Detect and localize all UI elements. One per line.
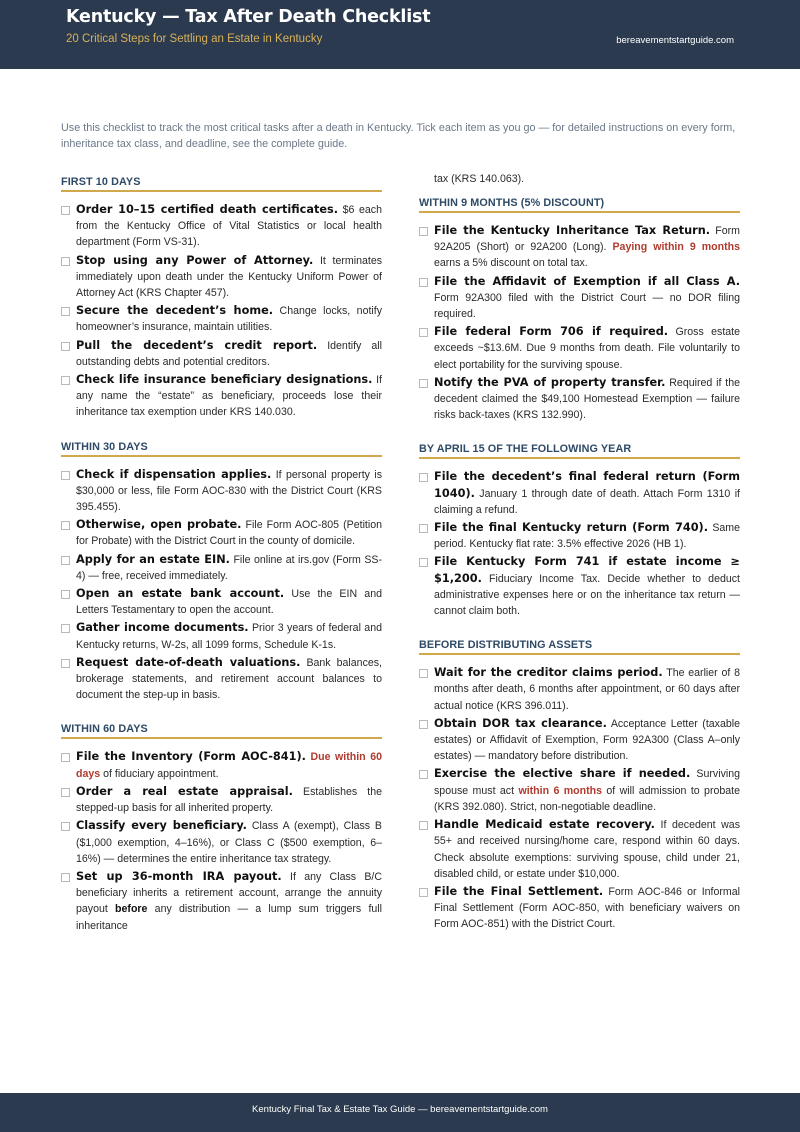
item-title: Notify the PVA of property transfer. <box>434 375 666 389</box>
item-text: of fiduciary appointment. <box>100 767 219 780</box>
checklist-item <box>61 303 382 335</box>
section-heading-before-distributing: BEFORE DISTRIBUTING ASSETS <box>419 639 593 652</box>
item-text: Gross estate exceeds ~$13.6M. Due 9 months from death. File voluntarily to elect portability for the surviving spouse. <box>434 326 741 371</box>
item-title: Obtain DOR tax clearance. <box>434 716 607 730</box>
page-header <box>0 0 800 69</box>
item-text: If personal property is $30,000 or less, file Form AOC-830 with the District Court (KRS 395.455). <box>76 468 382 514</box>
section-divider <box>61 737 382 739</box>
item-title: Wait for the creditor claims period. <box>434 666 663 680</box>
checkbox[interactable] <box>61 873 70 882</box>
item-text: Acceptance Letter (taxable estates) or Affidavit of Exemption, Form 92A300 (Class A–only estates) — mandatory before distribution. <box>434 717 740 763</box>
checkbox[interactable] <box>419 278 428 287</box>
page-footer: Kentucky Final Tax & Estate Tax Guide — bereavementstartguide.com <box>0 1093 800 1132</box>
item-text: Same period. Kentucky flat rate: 3.5% effective 2026 (HB 1). <box>434 522 740 551</box>
checklist-item <box>61 749 382 781</box>
checklist-item <box>61 552 382 584</box>
section-heading-by-april-15: BY APRIL 15 OF THE FOLLOWING YEAR <box>419 443 632 456</box>
item-title: Set up 36-month IRA payout. <box>76 869 282 883</box>
deadline-alert: Paying within 9 months <box>612 241 740 254</box>
deadline-alert: Due within 60 days <box>76 751 382 780</box>
item-text: of will admission to probate (KRS 392.080). Strict, non-negotiable deadline. <box>434 784 740 813</box>
checkbox[interactable] <box>61 788 70 797</box>
item-title: Request date-of-death valuations. <box>76 655 301 669</box>
checklist-item <box>419 520 740 552</box>
checkbox[interactable] <box>419 770 428 779</box>
item-text: earns a 5% discount on total tax. <box>434 257 588 270</box>
checkbox[interactable] <box>61 556 70 565</box>
item-title: Otherwise, open probate. <box>76 518 242 532</box>
checklist-item <box>419 375 740 424</box>
item-title: File federal Form 706 if required. <box>434 325 669 339</box>
item-text: January 1 through date of death. Attach Form 1310 if claiming a refund. <box>434 487 740 516</box>
item-title: Order 10–15 certified death certificates. <box>76 203 339 216</box>
item-title: Gather income documents. <box>76 621 249 635</box>
item-text: Form 92A205 (Short) or 92A200 (Long). <box>434 225 740 254</box>
page-title: Kentucky — Tax After Death Checklist <box>66 7 431 27</box>
checkbox[interactable] <box>419 379 428 388</box>
section-heading-within-9-months: WITHIN 9 MONTHS (5% DISCOUNT) <box>419 197 605 209</box>
checklist-item <box>419 716 740 765</box>
item-title: Secure the decedent’s home. <box>76 304 274 318</box>
section-divider <box>61 455 382 457</box>
checkbox[interactable] <box>61 753 70 762</box>
item-text: If decedent was 55+ and received nursing/home care, respond within 60 days. Check absolute exemptions: surviving spouse, child under 21, disabled child, or estate under $10,000. <box>434 819 740 880</box>
checkbox[interactable] <box>419 524 428 533</box>
section-heading-first-10-days: FIRST 10 DAYS <box>61 176 141 188</box>
checklist-item <box>419 884 740 933</box>
checklist-item <box>419 817 740 882</box>
item-text: Use the EIN and Letters Testamentary to open the account. <box>76 588 382 617</box>
checkbox[interactable] <box>419 328 428 337</box>
intro-text: Use this checklist to track the most critical tasks after a death in Kentucky. Tick each item as you go — for detailed instructions on every form, inheritance tax class, and deadline, see the complete guide. <box>61 122 736 150</box>
checkbox[interactable] <box>61 659 70 668</box>
item-text: Form AOC-846 or Informal Final Settlement (Form AOC-850, with beneficiary waivers on Form AOC-851) with the District Court. <box>434 885 740 931</box>
checklist-item <box>419 554 740 619</box>
checklist-item <box>61 655 382 704</box>
item-title: Stop using any Power of Attorney. <box>76 253 314 267</box>
item-text: Required if the decedent claimed the $49,100 Homestead Exemption — failure risks back-taxes (KRS 132.990). <box>434 376 740 422</box>
checklist-item <box>61 338 382 370</box>
item-title: Check life insurance beneficiary designations. <box>76 373 373 387</box>
checkbox[interactable] <box>61 624 70 633</box>
item-text: File online at irs.gov (Form SS-4) — free, received immediately. <box>76 553 382 582</box>
checklist-item <box>61 372 382 421</box>
checkbox[interactable] <box>419 720 428 729</box>
left-column <box>61 168 382 936</box>
item-title: Handle Medicaid estate recovery. <box>434 818 655 832</box>
checkbox[interactable] <box>419 821 428 830</box>
checkbox[interactable] <box>61 206 70 215</box>
item-title: File Kentucky Form 741 if estate income ≥ $1,200. <box>434 555 740 585</box>
checkbox[interactable] <box>419 888 428 897</box>
section-divider <box>419 457 740 459</box>
checkbox[interactable] <box>61 471 70 480</box>
item-text: Fiduciary Income Tax. Decide whether to deduct administrative expenses here or on the inheritance tax return — cannot claim both. <box>434 572 740 618</box>
emphasis-text: before <box>115 903 148 916</box>
right-column <box>419 168 740 935</box>
checkbox[interactable] <box>61 257 70 266</box>
item-text: The earlier of 8 months after death, 6 months after appointment, or 60 days after actual notice (KRS 396.011). <box>434 667 740 712</box>
checkbox[interactable] <box>61 822 70 831</box>
checklist-item <box>61 586 382 618</box>
checkbox[interactable] <box>61 342 70 351</box>
checklist-item <box>61 784 382 816</box>
item-title: Exercise the elective share if needed. <box>434 767 691 781</box>
checkbox[interactable] <box>61 307 70 316</box>
item-text: $6 each from the Kentucky Office of Vital Statistics or local health department (Form VS-31). <box>76 204 382 249</box>
item-text: Establishes the stepped-up basis for all inherited property. <box>76 785 382 815</box>
item-title: Classify every beneficiary. <box>76 819 247 833</box>
deadline-alert: within 6 months <box>518 784 602 797</box>
item-text: any distribution — a lump sum triggers full inheritance <box>76 903 382 932</box>
page-subtitle: 20 Critical Steps for Settling an Estate in Kentucky <box>66 33 323 45</box>
item-title: Apply for an estate EIN. <box>76 552 230 566</box>
item-title: File the Final Settlement. <box>434 884 604 898</box>
item-continuation: tax (KRS 140.063). <box>434 173 525 185</box>
checklist-item <box>61 253 382 302</box>
item-title: File the Inventory (Form AOC-841). <box>76 750 306 764</box>
item-text: Change locks, notify homeowner’s insurance, maintain utilities. <box>76 305 383 334</box>
item-title: Check if dispensation applies. <box>76 467 272 481</box>
item-title: File the Kentucky Inheritance Tax Return. <box>434 224 711 237</box>
checklist-item <box>419 223 740 272</box>
item-title: Pull the decedent’s credit report. <box>76 338 318 352</box>
item-text: Form 92A300 filed with the District Court — no DOR filing required. <box>434 291 740 321</box>
item-text: File Form AOC-805 (Petition for Probate) with the District Court in the county of domicile. <box>76 519 383 548</box>
section-heading-within-30-days: WITHIN 30 DAYS <box>61 440 148 453</box>
checklist-item <box>61 818 382 867</box>
item-title: File the Affidavit of Exemption if all Class A. <box>434 274 740 288</box>
checkbox[interactable] <box>419 558 428 567</box>
checklist-item <box>419 665 740 714</box>
checklist-item <box>419 469 740 518</box>
checklist-item <box>61 517 382 549</box>
checklist-item <box>419 324 740 373</box>
section-divider <box>61 190 382 192</box>
item-title: File the decedent’s final federal return (Form 1040). <box>434 470 740 500</box>
item-text: It terminates immediately upon death under the Kentucky Uniform Power of Attorney Act (KRS Chapter 457). <box>76 254 383 300</box>
checklist-item <box>419 274 740 323</box>
item-text: Identify all outstanding debts and potential creditors. <box>76 339 382 368</box>
section-divider <box>419 211 740 213</box>
item-text: Surviving spouse must act <box>434 768 741 797</box>
item-text: Bank balances, brokerage statements, and retirement account balances to document the step-up in basis. <box>76 656 382 702</box>
section-divider <box>419 653 740 655</box>
item-title: Open an estate bank account. <box>76 587 285 601</box>
checkbox[interactable] <box>419 669 428 678</box>
section-heading-within-60-days: WITHIN 60 DAYS <box>61 723 148 736</box>
item-title: Order a real estate appraisal. <box>76 784 293 798</box>
checkbox[interactable] <box>419 473 428 482</box>
item-text: If any Class B/C beneficiary inherits a retirement account, arrange the annuity payout <box>76 870 382 916</box>
item-text: If any name the “estate” as beneficiary, proceeds lose their inheritance tax exemption under KRS 140.030. <box>76 374 382 419</box>
checklist-item <box>61 869 382 934</box>
checkbox[interactable] <box>61 376 70 385</box>
item-title: File the final Kentucky return (Form 740). <box>434 521 709 535</box>
checkbox[interactable] <box>61 521 70 530</box>
header-site-link[interactable]: bereavementstartguide.com <box>616 35 734 46</box>
item-text: Prior 3 years of federal and Kentucky returns, W-2s, all 1099 forms, Schedule K-1s. <box>76 622 382 651</box>
item-text: Class A (exempt), Class B ($1,000 exemption, 4–16%), or Class C ($500 exemption, 6–16%) — determines the entire inheritance tax strategy. <box>76 820 382 865</box>
checkbox[interactable] <box>419 227 428 236</box>
checkbox[interactable] <box>61 590 70 599</box>
checklist-item <box>61 467 382 516</box>
checklist-item <box>61 620 382 652</box>
checklist-item <box>419 766 740 815</box>
checklist-item <box>61 202 382 251</box>
